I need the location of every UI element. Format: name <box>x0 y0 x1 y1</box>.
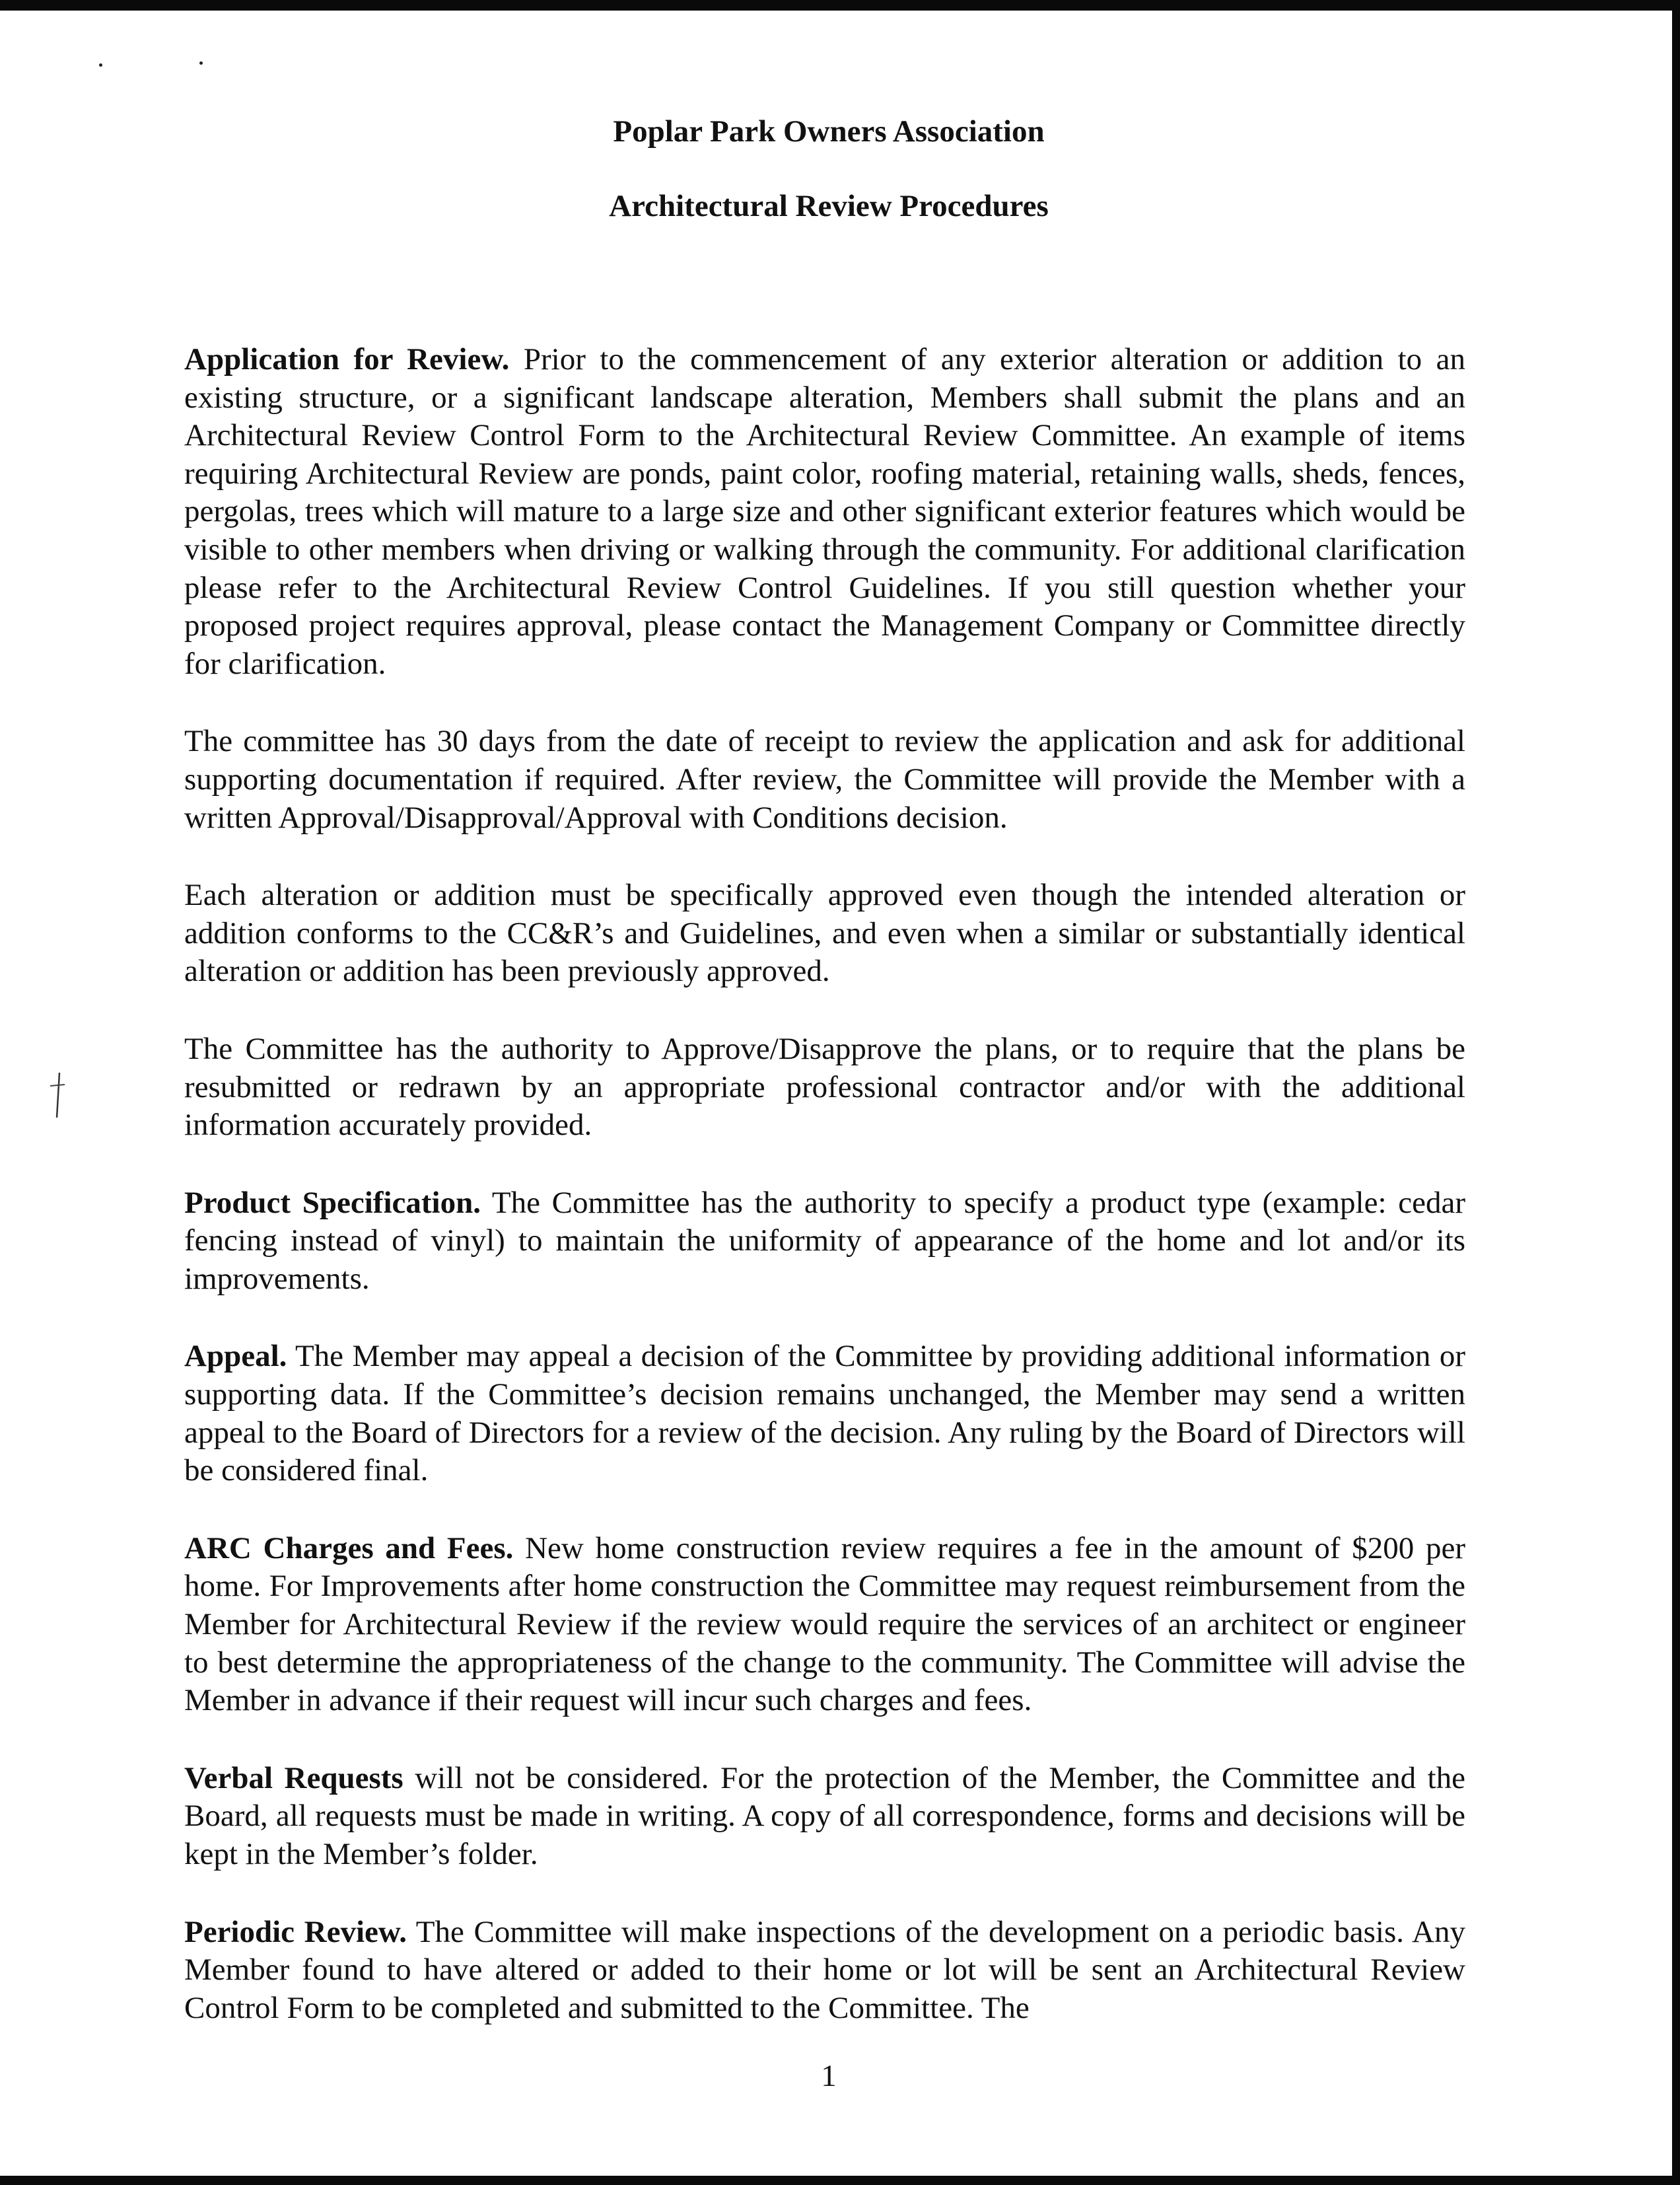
scan-border-top <box>0 0 1680 11</box>
paragraph-heading: Verbal Requests <box>184 1760 403 1795</box>
paragraph-appeal <box>184 1338 1465 1489</box>
paragraph-text: The committee has 30 days from the date of receipt to review the application and ask for additional supporting documentation if required. After review, the Committee will provide the Member with a written Approval/Disapproval/Approval with Conditions decision. <box>184 724 1465 835</box>
paragraph-text: New home construction review requires a fee in the amount of $200 per home. For Improvements after home construction the Committee may request reimbursement from the Member for Architectural Review if the review would require the services of an architect or engineer to best determine the appropriateness of the change to the community. The Committee will advise the Member in advance if their request will incur such charges and fees. <box>184 1530 1465 1718</box>
paragraph-text: The Committee has the authority to specify a product type (example: cedar fencing instead of vinyl) to maintain the uniformity of appearance of the home and lot and/or its improvements. <box>184 1185 1465 1296</box>
paragraph-heading: ARC Charges and Fees. <box>184 1530 514 1565</box>
paragraph-committee-authority <box>184 1030 1465 1145</box>
paragraph-text: will not be considered. For the protection of the Member, the Committee and the Board, all requests must be made in writing. A copy of all correspondence, forms and decisions will be kept in the Member’s folder. <box>184 1760 1465 1871</box>
paragraph-verbal-requests <box>184 1760 1465 1874</box>
paragraph-review-period <box>184 723 1465 837</box>
document-subtitle: Architectural Review Procedures <box>609 189 1049 223</box>
scan-speck <box>199 61 203 65</box>
scan-border-right <box>1672 0 1680 2185</box>
margin-pencil-mark <box>48 1069 67 1122</box>
paragraph-text: The Committee has the authority to Approve/Disapprove the plans, or to require that the plans be resubmitted or redrawn by an appropriate professional contractor and/or with the additional information accurately provided. <box>184 1031 1465 1143</box>
document-title: Poplar Park Owners Association <box>613 114 1045 149</box>
paragraph-arc-charges-and-fees <box>184 1530 1465 1720</box>
paragraph-product-specification <box>184 1184 1465 1299</box>
page-number: 1 <box>821 2059 837 2093</box>
paragraph-heading: Periodic Review. <box>184 1914 407 1949</box>
paragraph-heading: Product Specification. <box>184 1185 481 1220</box>
paragraph-text: The Member may appeal a decision of the Committee by providing additional information or supporting data. If the Committee’s decision remains unchanged, the Member may send a written appeal to the Board of Directors for a review of the decision. Any ruling by the Board of Directors will be considered final. <box>184 1339 1465 1488</box>
paragraph-application-for-review <box>184 341 1465 683</box>
paragraph-heading: Appeal. <box>184 1339 287 1374</box>
paragraph-specific-approval <box>184 877 1465 991</box>
paragraph-text: Each alteration or addition must be specifically approved even though the intended alteration or addition conforms to the CC&R’s and Guidelines, and even when a similar or substantially identical alteration or addition has been previously approved. <box>184 878 1465 989</box>
paragraph-periodic-review <box>184 1914 1465 2028</box>
scan-speck <box>99 63 102 67</box>
document-body <box>184 341 1465 2067</box>
paragraph-text: Prior to the commencement of any exterior alteration or addition to an existing structure, or a significant landscape alteration, Members shall submit the plans and an Architectural Review Control Form to the Architectural Review Committee. An example of items requiring Architectural Review are ponds, paint color, roofing material, retaining walls, sheds, fences, pergolas, trees which will mature to a large size and other significant exterior features which would be visible to other members when driving or walking through the community. For additional clarification please refer to the Architectural Review Control Guidelines. If you still question whether your proposed project requires approval, please contact the Management Company or Committee directly for clarification. <box>184 342 1465 681</box>
paragraph-text: The Committee will make inspections of the development on a periodic basis. Any Member found to have altered or added to their home or lot will be sent an Architectural Review Control Form to be completed and submitted to the Committee. The <box>184 1914 1466 2025</box>
paragraph-heading: Application for Review. <box>184 342 510 376</box>
scan-border-bottom <box>0 2176 1680 2185</box>
